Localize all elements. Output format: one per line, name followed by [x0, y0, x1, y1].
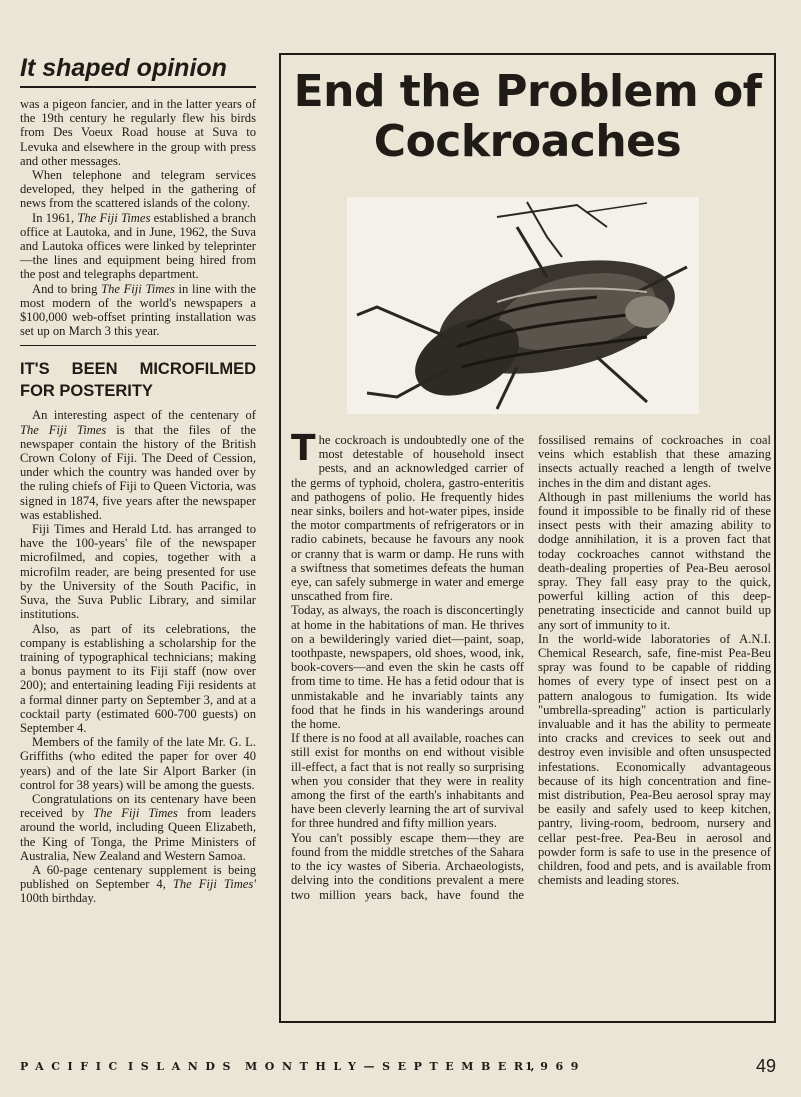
- article-paragraph: And to bring The Fiji Times in line with the most modern of the world's newspapers a $100,000 web-offset printing installation was set up on March 3 this year.: [20, 281, 256, 339]
- page-footer: [20, 1056, 780, 1080]
- footer-word: PACIFIC: [20, 1060, 125, 1073]
- ad-paragraph: Although in past milleniums the world has found it impossible to be finally rid of these insect pests with their amazing ability to dodge annihilation, it is a proven fact that today cockroaches cannot withstand the death-dealing properties of Pea-Beu aerosol spray. They fall easy pray to the quick, powerful killing action of this deep-penetrating insecticide and cannot build up any sort of immunity to it.: [538, 489, 771, 632]
- ad-paragraph: You can't possibly escape them—they are found from the middle stretches of the Sahara to the icy wastes of Siberia. Archaeologists, delving into the conditions prevalent a mere two million years back, have found the fossilised remains of cockroaches in coal veins which establish that these amazing insects actually reached a length of twelve inches in the dim and distant ages.: [291, 433, 771, 902]
- advertisement-box: [279, 53, 776, 1023]
- article-paragraph: In 1961, The Fiji Times established a branch office at Lautoka, and in June, 1962, the Suva and Lautoka offices were linked by teleprinter—the lines and equipment being hired from the post and telegraphs department.: [20, 210, 257, 282]
- article-column: [20, 54, 256, 906]
- footer-year: 1969: [525, 1060, 587, 1073]
- article-paragraph: When telephone and telegram services developed, they helped in the gathering of news from the scattered islands of the colony.: [20, 168, 256, 211]
- ad-headline: End the Problem of Cockroaches: [293, 66, 762, 167]
- paper-name: The Fiji Times: [20, 422, 107, 437]
- footer-word: MONTHLY—SEPTEMBER,: [245, 1060, 543, 1073]
- article-paragraph: Congratulations on its centenary have been received by The Fiji Times from leaders around the world, including Queen Elizabeth, the King of Tonga, the Prime Ministers of Australia, New Zealand and Western Samoa.: [20, 791, 256, 863]
- article-paragraph: Members of the family of the late Mr. G. L. Griffiths (who edited the paper for over 40 years) and of the late Sir Alport Barker (in control for 38 years) will be among the guests.: [20, 735, 256, 792]
- cockroach-photo: [347, 197, 699, 414]
- article-heading: It shaped opinion: [20, 54, 256, 88]
- drop-cap: T: [291, 428, 316, 469]
- ad-paragraph: Today, as always, the roach is disconcertingly at home in the habitations of man. He thrives on a bewilderingly varied diet—paint, soap, toothpaste, newspapers, old shoes, wood, ink, book-covers—and even the skin he casts off from time to time. He has a fetid odour that is unmistakable and he invariably taints any food that he finds in his wanderings around the home.: [291, 603, 524, 732]
- ad-paragraph: The cockroach is undoubtedly one of the most detestable of household insect pests, and an acknowledged carrier of the germs of typhoid, cholera, gastro-enteritis and pathogens of polio. He frequently hides near sinks, boilers and hot-water pipes, inside the motor compartments of refrigerators or in radio cabinets, because he favours any nook or cranny that is warm or damp. He runs with a swiftness that sometimes defeats the human eye, can safely submerge in water and emerge unscathed from fire.: [291, 428, 524, 604]
- ad-body-text: [291, 428, 771, 902]
- article-paragraph: A 60-page centenary supplement is being published on September 4, The Fiji Times' 100th birthday.: [20, 862, 256, 906]
- section-divider: [20, 345, 256, 346]
- ad-paragraph: If there is no food at all available, roaches can still exist for months on end without visible ill-effect, a fact that is not really so surprising when you consider that they were in reality among the first of the earth's inhabitants and have been cleverly learning the art of survival for three hundred and fifty million years.: [291, 731, 524, 831]
- page-number: 49: [755, 1056, 776, 1076]
- article-paragraph: An interesting aspect of the centenary of The Fiji Times is that the files of the newspaper contain the history of the British Crown Colony of Fiji. The Deed of Cession, under which the country was handed over by the ruling chiefs of Fiji to Queen Victoria, was signed in 1874, five years after the newspaper was established.: [20, 408, 256, 522]
- article-paragraph: Fiji Times and Herald Ltd. has arranged to have the 100-years' file of the newspaper microfilmed, and copies, together with a microfilm reader, are being presented for use by the University of the South Pacific, in Suva, the Suva Public Library, and similar institutions.: [20, 522, 256, 622]
- paper-name: The Fiji Times': [172, 877, 256, 892]
- paper-name: The Fiji Times: [101, 281, 175, 296]
- paper-name: The Fiji Times: [93, 806, 178, 821]
- article-paragraph: Also, as part of its celebrations, the company is establishing a scholarship for the training of typographical technicians; making a bonus payment to its Fiji staff (now over 200); and entertaining leading Fiji residents at a formal dinner party on September 3, and at a cocktail party (estimated 600-700 guests) on September 4.: [20, 621, 256, 735]
- footer-word: ISLANDS: [128, 1060, 239, 1073]
- article-paragraph: was a pigeon fancier, and in the latter years of the 19th century he regularly flew his birds from Des Voeux Road house at Suva to Levuka and elsewhere in the group with press and other messages.: [20, 97, 256, 168]
- article-subheading: IT'S BEEN MICROFILMED FOR POSTERITY: [20, 360, 256, 401]
- paper-name: The Fiji Times: [77, 210, 151, 225]
- ad-paragraph: In the world-wide laboratories of A.N.I. Chemical Research, safe, fine-mist Pea-Beu spray was found to be capable of ridding homes of every type of insect pest on a pattern analogous to fumigation. Its wide "umbrella-spreading" action is particularly invaluable and it has the ability to permeate into cracks and crevices to seek out and destroy even invisible and often unsuspected infestations. Economically advantageous because of its high concentration and fine-mist distribution, Pea-Beu aerosol spray may be easily and safely used to keep kitchen, pantry, living-room, bedroom, nursery and cellar pest-free. Pea-Beu in aerosol and powder form is safe to use in the presence of children, food and pets, and is available from chemists and leading stores.: [538, 631, 771, 888]
